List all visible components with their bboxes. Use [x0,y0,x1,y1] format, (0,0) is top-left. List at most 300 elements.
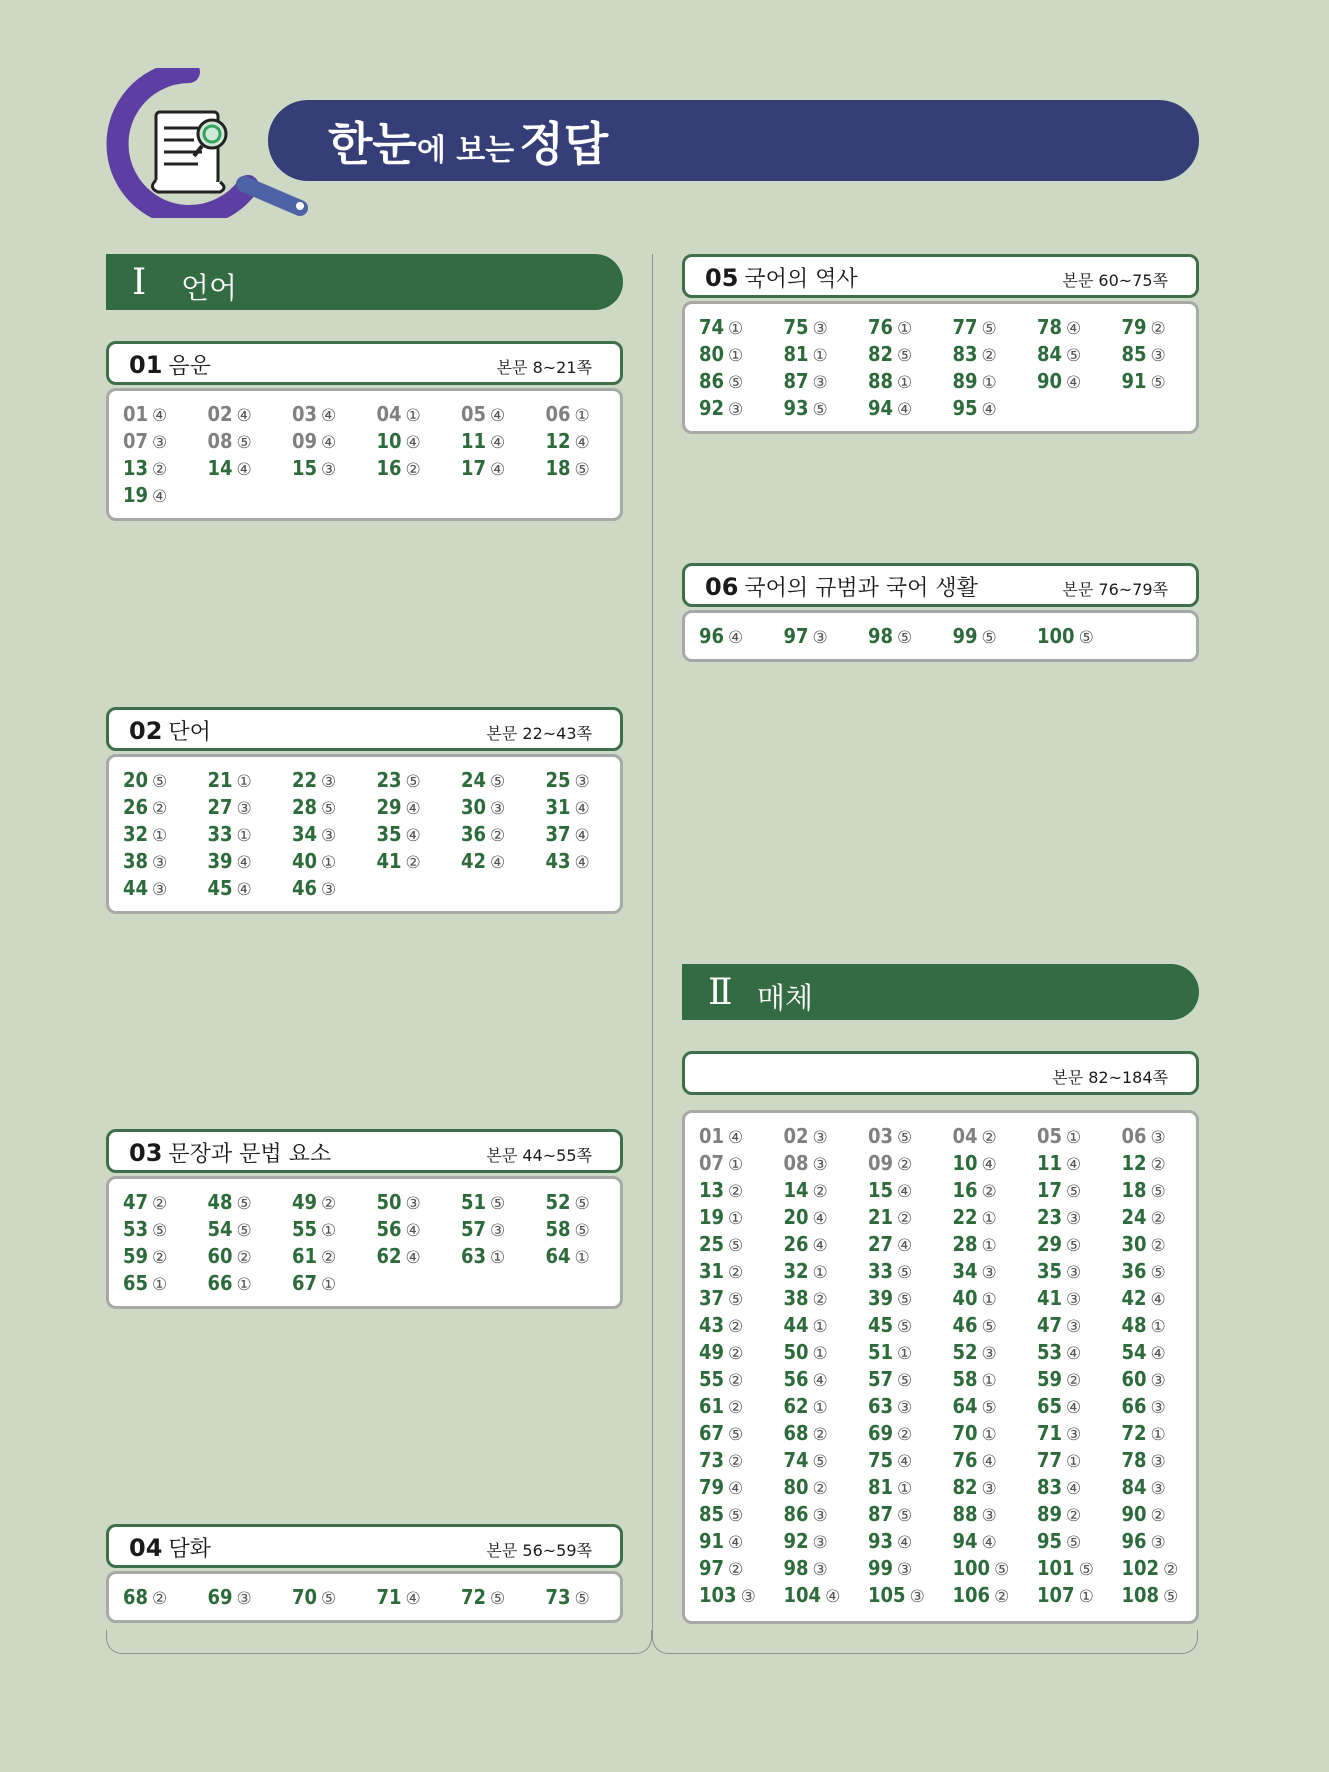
answer-choice: ① [981,1371,997,1391]
answer-choice: ④ [981,1452,997,1472]
answer-item [953,1260,1038,1282]
question-number: 43 [699,1313,725,1337]
question-number: 101 [1037,1556,1075,1580]
question-number: 67 [292,1271,318,1295]
answer-choice: ⑤ [981,628,997,648]
answer-item [784,1260,869,1282]
answer-item [461,1218,546,1240]
question-number: 103 [699,1583,737,1607]
answer-item [292,1586,377,1608]
answer-item [868,1476,953,1498]
answer-choice: ② [728,1344,744,1364]
section-header-media [682,1051,1199,1095]
answer-item [208,403,293,425]
answer-choice: ④ [321,433,337,453]
answer-choice: ② [152,1248,168,1268]
question-number: 21 [868,1205,894,1229]
answer-choice: ③ [981,1479,997,1499]
question-number: 41 [1037,1286,1063,1310]
answer-choice: ③ [1066,1425,1082,1445]
question-number: 12 [1121,1151,1147,1175]
answer-choice: ⑤ [728,1236,744,1256]
answer-choice: ③ [909,1587,925,1607]
question-number: 95 [952,396,978,420]
answer-item [868,1530,953,1552]
answer-item [546,823,631,845]
answer-choice: ④ [728,628,744,648]
answer-choice: ① [236,772,252,792]
answer-item [868,625,953,647]
answer-choice: ② [405,853,421,873]
question-number: 56 [376,1217,402,1241]
question-number: 39 [868,1286,894,1310]
answer-item [208,796,293,818]
answer-item [208,430,293,452]
answer-choice: ② [728,1371,744,1391]
answer-item [377,1586,462,1608]
part-name: 언어 [181,271,238,305]
question-number: 56 [783,1367,809,1391]
answer-choice: ⑤ [897,1263,913,1283]
answer-choice: ④ [981,1533,997,1553]
part-numeral: Ⅰ [132,262,147,303]
answer-choice: ③ [728,400,744,420]
question-number: 49 [292,1190,318,1214]
question-number: 43 [545,849,571,873]
question-number: 71 [1037,1421,1063,1445]
answer-choice: ④ [236,406,252,426]
answer-item [546,769,631,791]
answer-box-03 [106,1176,623,1309]
question-number: 40 [292,849,318,873]
answer-item [1037,343,1122,365]
question-number: 28 [292,795,318,819]
answer-choice: ③ [812,1506,828,1526]
question-number: 86 [783,1502,809,1526]
answer-choice: ⑤ [152,1221,168,1241]
answer-choice: ⑤ [1066,1533,1082,1553]
answer-choice: ④ [1066,1398,1082,1418]
answer-choice: ② [1150,1236,1166,1256]
answer-grid [123,403,630,506]
answer-item [546,796,631,818]
answer-item [1037,316,1122,338]
question-number: 59 [1037,1367,1063,1391]
answer-item [292,850,377,872]
answer-item [208,1245,293,1267]
question-number: 75 [868,1448,894,1472]
answer-choice: ⑤ [728,1290,744,1310]
answer-item [699,1584,784,1606]
answer-choice: ④ [490,460,506,480]
column-divider [652,254,653,1639]
question-number: 100 [1037,624,1075,648]
question-number: 18 [1121,1178,1147,1202]
answer-grid [123,1191,630,1294]
section-header-06 [682,563,1199,607]
answer-item [1122,1206,1207,1228]
answer-choice: ④ [1066,1155,1082,1175]
answer-choice: ③ [981,1344,997,1364]
answer-item [546,403,631,425]
question-number: 50 [783,1340,809,1364]
answer-item [546,1245,631,1267]
answer-item [784,1206,869,1228]
answer-item [292,769,377,791]
question-number: 51 [461,1190,487,1214]
answer-item [784,370,869,392]
answer-choice: ④ [236,880,252,900]
question-number: 84 [1121,1475,1147,1499]
question-number: 80 [783,1475,809,1499]
answer-item [784,1368,869,1390]
question-number: 24 [461,768,487,792]
answer-item [868,1584,953,1606]
answer-item [123,430,208,452]
answer-item [377,823,462,845]
question-number: 91 [699,1529,725,1553]
question-number: 99 [868,1556,894,1580]
answer-box-01 [106,388,623,521]
answer-item [1037,1422,1122,1444]
answer-choice: ④ [728,1128,744,1148]
answer-item [699,397,784,419]
answer-item [784,625,869,647]
bottom-bracket-right [652,1630,1198,1654]
question-number: 89 [1037,1502,1063,1526]
question-number: 29 [376,795,402,819]
question-number: 06 [545,402,571,426]
answer-item [123,769,208,791]
question-number: 15 [292,456,318,480]
answer-choice: ③ [490,1221,506,1241]
answer-grid [699,625,1206,647]
answer-choice: ② [812,1479,828,1499]
question-number: 07 [123,429,149,453]
answer-item [953,1341,1038,1363]
answer-item [208,769,293,791]
answer-item [292,1191,377,1213]
answer-choice: ② [1150,1209,1166,1229]
question-number: 38 [123,849,149,873]
answer-item [784,1152,869,1174]
question-number: 54 [1121,1340,1147,1364]
answer-choice: ④ [897,1452,913,1472]
question-number: 94 [868,396,894,420]
answer-item [953,1449,1038,1471]
answer-choice: ① [1066,1128,1082,1148]
answer-choice: ④ [812,1209,828,1229]
answer-choice: ⑤ [574,460,590,480]
section-header-02 [106,707,623,751]
answer-item [953,1314,1038,1336]
answer-choice: ④ [574,853,590,873]
question-number: 11 [1037,1151,1063,1175]
answer-item [699,1206,784,1228]
question-number: 71 [376,1585,402,1609]
question-number: 34 [292,822,318,846]
section-title: 01 음운 [129,351,211,379]
answer-choice: ④ [728,1479,744,1499]
question-number: 02 [207,402,233,426]
answer-item [461,1586,546,1608]
question-number: 74 [699,315,725,339]
answer-choice: ④ [574,433,590,453]
answer-item [868,316,953,338]
question-number: 32 [123,822,149,846]
question-number: 52 [952,1340,978,1364]
question-number: 22 [952,1205,978,1229]
question-number: 16 [376,456,402,480]
answer-item [1037,1395,1122,1417]
answer-item [377,403,462,425]
question-number: 78 [1121,1448,1147,1472]
question-number: 31 [545,795,571,819]
answer-choice: ① [1150,1317,1166,1337]
question-number: 92 [783,1529,809,1553]
answer-choice: ① [981,373,997,393]
answer-item [377,1245,462,1267]
answer-choice: ① [812,1263,828,1283]
question-number: 73 [699,1448,725,1472]
answer-item [699,1260,784,1282]
answer-grid [123,1586,630,1608]
answer-choice: ③ [981,1263,997,1283]
question-number: 75 [783,315,809,339]
answer-item [546,850,631,872]
answer-item [699,1422,784,1444]
answer-choice: ① [981,1236,997,1256]
answer-choice: ① [981,1290,997,1310]
answer-item [784,1233,869,1255]
question-number: 27 [868,1232,894,1256]
answer-box-06 [682,610,1199,662]
answer-item [123,403,208,425]
answer-item [953,1395,1038,1417]
question-number: 14 [207,456,233,480]
answer-item [784,1503,869,1525]
answer-choice: ② [1066,1506,1082,1526]
answer-choice: ⑤ [236,1221,252,1241]
answer-choice: ⑤ [1150,1182,1166,1202]
answer-item [868,370,953,392]
question-number: 29 [1037,1232,1063,1256]
answer-choice: ③ [812,1533,828,1553]
question-number: 33 [868,1259,894,1283]
answer-item [699,343,784,365]
answer-item [1037,1260,1122,1282]
answer-choice: ④ [405,1248,421,1268]
question-number: 72 [1121,1421,1147,1445]
question-number: 47 [123,1190,149,1214]
answer-item [868,1179,953,1201]
question-number: 63 [461,1244,487,1268]
answer-choice: ① [897,373,913,393]
answer-item [699,316,784,338]
question-number: 64 [952,1394,978,1418]
question-number: 64 [545,1244,571,1268]
answer-box-04 [106,1571,623,1623]
answer-item [1122,1179,1207,1201]
answer-box-media [682,1110,1199,1624]
question-number: 60 [207,1244,233,1268]
question-number: 66 [1121,1394,1147,1418]
answer-choice: ③ [1150,346,1166,366]
answer-item [953,1476,1038,1498]
answer-item [1122,1152,1207,1174]
answer-item [292,403,377,425]
answer-choice: ② [728,1182,744,1202]
answer-choice: ⑤ [1078,1560,1094,1580]
answer-choice: ① [812,1344,828,1364]
answer-choice: ② [897,1425,913,1445]
question-number: 20 [123,768,149,792]
answer-choice: ⑤ [1078,628,1094,648]
answer-item [208,1272,293,1294]
answer-choice: ④ [236,853,252,873]
question-number: 98 [783,1556,809,1580]
answer-item [461,1245,546,1267]
answer-item [784,1395,869,1417]
answer-item [461,769,546,791]
question-number: 87 [868,1502,894,1526]
question-number: 30 [1121,1232,1147,1256]
question-number: 19 [699,1205,725,1229]
answer-choice: ② [1066,1371,1082,1391]
answer-item [1122,1314,1207,1336]
answer-item [699,1557,784,1579]
question-number: 61 [699,1394,725,1418]
answer-choice: ① [1150,1425,1166,1445]
question-number: 13 [699,1178,725,1202]
answer-choice: ④ [236,460,252,480]
answer-item [1037,1584,1122,1606]
question-number: 03 [868,1124,894,1148]
question-number: 73 [545,1585,571,1609]
answer-choice: ⑤ [728,1425,744,1445]
answer-item [699,1476,784,1498]
question-number: 42 [1121,1286,1147,1310]
page-range: 본문 60~75쪽 [1062,271,1168,290]
answer-item [868,1125,953,1147]
answer-choice: ⑤ [152,772,168,792]
answer-choice: ⑤ [981,319,997,339]
question-number: 38 [783,1286,809,1310]
answer-item [123,850,208,872]
answer-item [699,1449,784,1471]
answer-choice: ⑤ [490,772,506,792]
answer-choice: ④ [812,1371,828,1391]
answer-choice: ③ [1150,1371,1166,1391]
question-number: 10 [376,429,402,453]
answer-item [699,370,784,392]
answer-item [292,457,377,479]
answer-choice: ② [490,826,506,846]
question-number: 04 [952,1124,978,1148]
answer-choice: ④ [152,487,168,507]
answer-item [868,1341,953,1363]
answer-item [953,1287,1038,1309]
answer-item [1037,1368,1122,1390]
answer-item [784,1314,869,1336]
answer-item [1122,1422,1207,1444]
answer-item [1037,1287,1122,1309]
answer-choice: ① [236,1275,252,1295]
question-number: 69 [868,1421,894,1445]
answer-item [1037,1503,1122,1525]
answer-choice: ⑤ [812,400,828,420]
answer-item [1037,1233,1122,1255]
question-number: 96 [1121,1529,1147,1553]
answer-choice: ② [728,1263,744,1283]
answer-choice: ③ [981,1506,997,1526]
answer-item [699,1341,784,1363]
answer-item [699,1395,784,1417]
answer-choice: ② [152,799,168,819]
answer-choice: ④ [981,400,997,420]
answer-item [784,1449,869,1471]
answer-item [292,1245,377,1267]
answer-choice: ③ [321,826,337,846]
answer-choice: ① [728,1155,744,1175]
question-number: 35 [376,822,402,846]
answer-item [699,1179,784,1201]
question-number: 105 [868,1583,906,1607]
answer-item [123,796,208,818]
answer-choice: ⑤ [1150,373,1166,393]
question-number: 19 [123,483,149,507]
answer-item [953,316,1038,338]
answer-item [1037,1179,1122,1201]
answer-choice: ④ [1150,1290,1166,1310]
section-title: 06 국어의 규범과 국어 생활 [705,573,978,601]
answer-choice: ① [321,1275,337,1295]
section-header-01 [106,341,623,385]
question-number: 47 [1037,1313,1063,1337]
answer-item [868,1287,953,1309]
answer-item [123,877,208,899]
part-numeral: Ⅱ [708,972,733,1013]
answer-choice: ⑤ [490,1589,506,1609]
question-number: 62 [376,1244,402,1268]
answer-item [1122,1584,1207,1606]
answer-item [784,397,869,419]
question-number: 96 [699,624,725,648]
answer-choice: ① [812,1317,828,1337]
answer-item [868,397,953,419]
question-number: 22 [292,768,318,792]
answer-choice: ④ [405,433,421,453]
question-number: 76 [868,315,894,339]
question-number: 98 [868,624,894,648]
answer-choice: ③ [1150,1452,1166,1472]
answer-item [461,850,546,872]
question-number: 57 [461,1217,487,1241]
answer-item [868,1314,953,1336]
answer-choice: ⑤ [1066,346,1082,366]
answer-item [699,1368,784,1390]
answer-item [784,1179,869,1201]
page-title: 한눈에 보는 정답 [328,117,609,171]
answer-choice: ① [152,1275,168,1295]
answer-item [699,1233,784,1255]
answer-choice: ④ [1150,1344,1166,1364]
answer-choice: ⑤ [236,1194,252,1214]
answer-choice: ⑤ [1150,1263,1166,1283]
question-number: 37 [699,1286,725,1310]
title-bar [268,100,1199,181]
answer-item [546,457,631,479]
